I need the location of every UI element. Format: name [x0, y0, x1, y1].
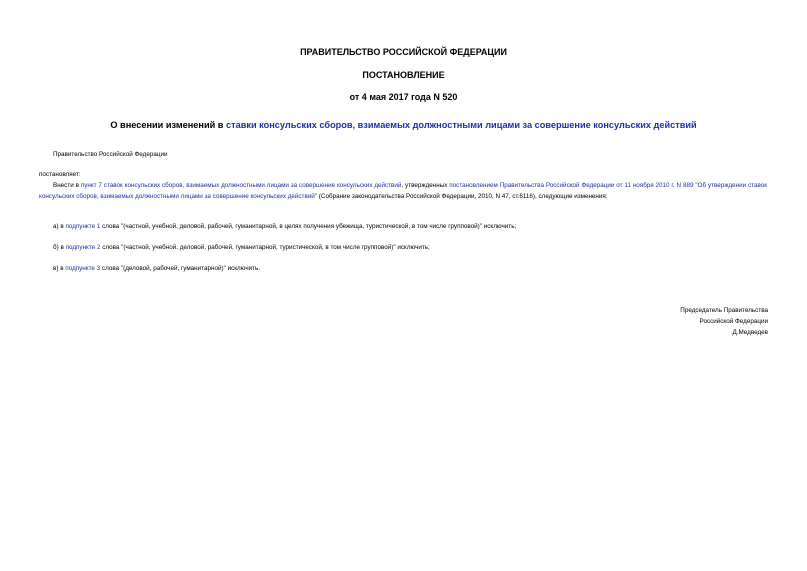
signature-title: Председатель Правительства: [680, 307, 768, 314]
amendment-item-c: [39, 264, 767, 275]
document-subject: [0, 120, 807, 131]
decides-line: постановляет:: [39, 171, 81, 178]
main-paragraph: [39, 181, 767, 203]
item-b-text-2: слова "(частной, учебной, деловой, рабочей, гуманитарной, туристической, в том числе групповой)" исключить;: [100, 244, 430, 251]
item-c-text-1: в) в: [53, 265, 66, 272]
amendment-item-b: [39, 243, 767, 254]
subject-prefix: О внесении изменений в: [110, 120, 226, 130]
main-text-2: , утвержденных: [401, 182, 450, 189]
subclause-1-link[interactable]: подпункте 1: [65, 223, 101, 230]
resolution-889-link[interactable]: постановлением Правительства Российской Федерации от 11 ноября 2010 г. N 889 "Об утверждении ставок консульских сборов, взимаемых должностными лицами за совершение консульских действий": [39, 182, 768, 200]
subclause-3-link[interactable]: подпункте 3: [65, 265, 101, 272]
signature-block: [560, 306, 768, 338]
signature-name: Д.Медведев: [732, 328, 768, 336]
main-text-1: Внести в: [53, 182, 81, 189]
subclause-2-link[interactable]: подпункте 2: [65, 244, 101, 251]
amendment-item-a: [39, 222, 767, 233]
item-b-text-1: б) в: [53, 244, 66, 251]
signature-country: Российской Федерации: [699, 317, 768, 325]
subject-link[interactable]: ставки консульских сборов, взимаемых должностными лицами за совершение консульских действий: [226, 120, 697, 130]
government-line: Правительство Российской Федерации: [53, 151, 168, 158]
clause-7-link[interactable]: пункт 7 ставок консульских сборов, взимаемых должностными лицами за совершение консульских действий: [80, 182, 402, 189]
item-c-text-2: слова "(деловой, рабочей, гуманитарной)" исключить.: [100, 265, 261, 272]
document-type-heading: ПОСТАНОВЛЕНИЕ: [362, 70, 445, 80]
main-text-3: (Собрание законодательства Российской Федерации, 2010, N 47, ст.6116), следующие изменения:: [317, 192, 608, 200]
government-heading: ПРАВИТЕЛЬСТВО РОССИЙСКОЙ ФЕДЕРАЦИИ: [300, 47, 507, 57]
date-number-heading: от 4 мая 2017 года N 520: [349, 92, 458, 102]
item-a-text-1: а) в: [53, 223, 66, 230]
item-a-text-2: слова "(частной, учебной, деловой, рабочей, гуманитарной, в целях получения убежища, туристической, в том числе групповой)" исключить;: [100, 223, 517, 230]
